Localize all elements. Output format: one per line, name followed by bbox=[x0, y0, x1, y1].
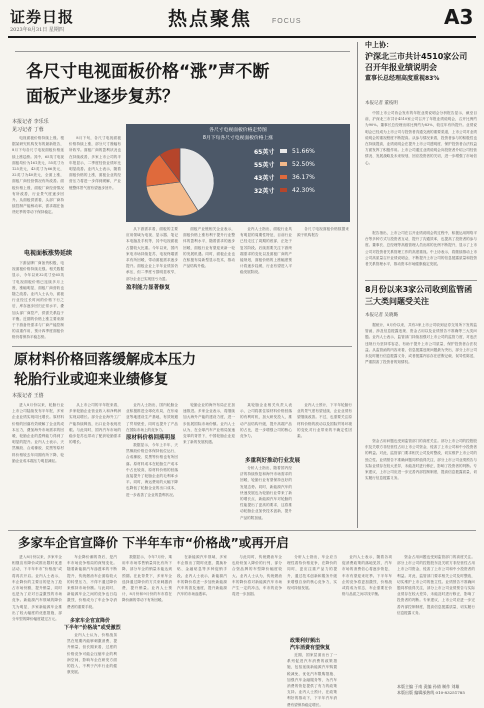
sidebar-byline: 本报记者 董枝明 bbox=[365, 101, 398, 106]
article-3-subhead-2b: 汽车消费有望恢复 bbox=[290, 645, 331, 651]
article-2-column-2: 从上市公司的半年报来看，多家轮胎企业营业收入和净利润实现双增长。部分企业海外工厂产能持续释放，出口业务表现亮眼。与此同时，国内汽车市场的稳步复苏也带动了配套轮胎需求的增长。 bbox=[69, 403, 121, 445]
article-3-headline: 多家车企官宣降价 下半年车市“价格战”或再开启 bbox=[18, 535, 289, 550]
legend-row bbox=[254, 185, 344, 195]
sidebar-rule bbox=[365, 280, 477, 281]
issue-date: 2023年8月31日 星期四 bbox=[10, 27, 64, 33]
legend-label: 43英寸 bbox=[254, 174, 275, 182]
chart-legend bbox=[254, 146, 344, 198]
article-2-column-7: 分析人士指出，随着国内经济的持续恢复和海外市场需求的回暖，轮胎行业有望保持良好的发展态势。同时，新能源汽车的快速发展也为轮胎行业带来了新的增长点，新能源汽车对轮胎的性能提出了更高的要求，这将推动轮胎企业加快技术创新，提升产品的附加值。 bbox=[240, 466, 292, 520]
sidebar-body-1: 中国上市公司协会发布的年报业绩说明会分析报告显示，截至目前，沪深北三市共计4510家公司召开了年报业绩说明会，召开比例约为90%。董事长总经理出席比例约为83%，较往年有所提升。业绩说明会已经成为上市公司与投资者沟通交流的重要渠道，上市公司对业绩说明会的重视程度不断提高。从参与情况来看，投资者参与的积极性也在持续提高，业绩说明会在提升上市公司透明度、保护投资者合法权益方面发挥了积极作用。上市公司通过业绩说明会向投资者介绍公司经营情况、发展战略及未来规划，回应投资者的关切，进一步增强了市场信心。 bbox=[365, 111, 477, 165]
chart-caption-line-2: 8月下旬各尺寸电视面板价格上涨 bbox=[202, 136, 274, 141]
article-3-column-10: 资金占用问题也受到监管部门的高度关注。部分上市公司的控股股东及关联方非经营性占用上市公司资金，侵害了上市公司和中小投资者的利益。对此，监管部门要求相关公司及时整改，切实维护上市公司的独立性。业绩预告不准确问题同样值得关注，部分上市公司业绩预告与实际业绩存在较大差异，未能及时进行修正，影响了投资者的判断。专家建议，上市公司应进一步完善内部控制制度，提高信息披露质量，切实履行信息披露义务。 bbox=[397, 555, 475, 615]
article-2-column-4: 数据显示，今年上半年，天然橡胶价格总体保持低位运行，合成橡胶、炭黑等价格也有所回落。原材料成本在轮胎生产成本中占比较高，原材料价格的回落直接提升了轮胎企业的毛利率水平。同时，海运费用的大幅下降也降低了轮胎企业的出口成本，进一步改善了企业的盈利状况。 bbox=[126, 443, 178, 497]
legend-swatch bbox=[280, 149, 287, 153]
sidebar-title2-line-1: 8月份以来3家公司收到监管函 bbox=[365, 285, 473, 294]
sidebar-prefix: 中上协： bbox=[365, 41, 393, 49]
article-3 bbox=[0, 530, 484, 707]
article-3-column-5: 在新能源汽车领域，多家车企推出了限时优惠、置换补贴、金融贴息等多种促销手段。业内人士表示，新能源汽车的降价将进一步加快新能源汽车的普及速度，提升新能源汽车的市场渗透率。 bbox=[177, 555, 227, 597]
article-3-column-2: 车企降价潮的背后，是汽车市场竞争格局的深刻变化。随着新能源汽车渗透率的不断提升，传统燃油车企面临较大的转型压力，不得不通过降价来维持市场份额。与此同时，新能源车企之间的竞争也日趋激烈，价格成为了车企争夺消费者的重要手段。 bbox=[67, 555, 117, 609]
article-2-column-1: 进入8月份以来，轮胎行业上市公司陆续发布半年报，多家企业业绩实现同比增长。原材料价格的回落有效缓解了企业的成本压力，叠加海外市场需求的回暖，轮胎企业的盈利能力得到了明显的提升。业内人士表示，天然橡胶、合成橡胶、炭黑等原材料价格较去年同期有所下降，轮胎企业成本端压力明显减轻。 bbox=[12, 403, 64, 463]
legend-swatch bbox=[280, 188, 287, 192]
article-1-signature: 本报记者 李乐乐 见习记者 丁蓉 bbox=[12, 119, 49, 133]
article-2-column-3: 业内人士指出，国内轮胎企业积极推进全球化布局，在东南亚等地建设生产基地，有效规避了贸易壁垒，同时也提升了产品在国际市场上的竞争力。 bbox=[126, 403, 178, 432]
legend-row bbox=[254, 172, 344, 182]
article-1-column-4: 从下游需求看，面板的主要应用领域为电视、显示器、笔记本电脑及手机等，其中电视面板占据较大比重。今年以来，国内家电市场持续复苏，电视终端需求有所回暖，带动面板需求逐步提升。面板企业上半年业绩虽仍承压，但二季度亏损明显收窄，部分企业已实现扭亏为盈。 bbox=[126, 227, 178, 281]
article-1-chart-note: 各尺寸电视面板价格数据来源于机构报告 bbox=[297, 227, 349, 238]
article-3-column-9: 业内人士表示，随着各项促消费政策的落地见效，汽车市场的消费信心将逐步恢复，车市有望迎来旺季。下半年车企的竞争将更加激烈，价格战或将成为常态，车企需要在价格与品质之间寻找平衡。 bbox=[342, 555, 392, 597]
article-1-headline-line-1: 各尺寸电视面板价格“涨”声不断 bbox=[26, 62, 270, 82]
article-2-top-rule bbox=[12, 346, 352, 347]
article-3-column-8: 近期，国家层面出台了一系列促进汽车消费的政策措施，包括延续新能源汽车购置税减免、优化汽车限购措施、加强汽车金融服务等，为汽车消费的恢复提供了有力的政策支持。业内人士预计，在政策利好的推动下，下半年汽车消费有望保持稳定增长。 bbox=[287, 653, 337, 707]
article-2-headline-line-2: 轮胎行业或迎来业绩修复 bbox=[14, 372, 168, 388]
article-1-column-1: 电视面板价格持续上涨。根据某研究机构发布的最新报告，8月下旬各尺寸电视面板价格延续上涨趋势。其中，65英寸电视面板均价为161美元，55英寸为125美元，43英寸为66美元，32英寸为40美元，全面上涨，面板厂商经营情况有所改善。面板价格上涨，面板厂商经营情况有所改善，行业景气度逐步回升。从面板供需看，头部厂商持续控制产能稼动率，需求端在备货旺季的带动下保持稳定。 bbox=[12, 136, 64, 215]
legend-value: 36.17% bbox=[292, 173, 315, 181]
article-1-column-5: 面板产业链相关企业表示，面板价格上涨有利于提升行业整体的盈利水平，随着需求的逐步回暖，面板行业有望迎来新一轮的发展机遇。同时，面板企业也在积极布局新型显示技术，推动产品结构升级。 bbox=[183, 227, 235, 269]
article-1-headline-line-2: 面板产业逐步复苏？ bbox=[26, 87, 179, 107]
legend-swatch bbox=[280, 175, 287, 179]
article-3-subhead-2: 政策利好频出 bbox=[290, 638, 321, 644]
sidebar-body-4: 资金占用问题也受到监管部门的高度关注。部分上市公司的控股股东及关联方非经营性占用上市公司资金，侵害了上市公司和中小投资者的利益。对此，监管部门要求相关公司及时整改，切实维护上市公司的独立性。业绩预告不准确问题同样值得关注，部分上市公司业绩预告与实际业绩存在较大差异，未能及时进行修正，影响了投资者的判断。专家建议，上市公司应进一步完善内部控制制度，提高信息披露质量，切实履行信息披露义务。 bbox=[365, 439, 477, 481]
article-3-column-7: 分析人士指出，车企应当理性看待价格竞争，在降价的同时，更应注重产品力的提升，通过技术创新和服务升级来增强自身的核心竞争力，实现可持续发展。 bbox=[287, 555, 337, 591]
article-2-column-8: 业内人士预计，下半年轮胎行业的景气度有望延续，企业业绩有望继续改善。不过，也需要关注原材料价格的波动以及国际贸易环境的变化对行业带来的不确定性因素。 bbox=[297, 403, 352, 439]
sidebar-title-line-2: 召开年报业绩说明会 bbox=[365, 63, 437, 72]
article-2 bbox=[0, 340, 355, 528]
sidebar-title-line-1: 沪深北三市共计4510家公司 bbox=[365, 52, 468, 61]
pie-chart bbox=[140, 142, 220, 222]
legend-label: 65英寸 bbox=[254, 148, 275, 156]
sidebar-body-3: 据统计，8月份以来，共有3家上市公司收到证券交易所下发的监管函，涉及信息披露违规、资金占用以及业绩预告不准确等三大类问题。业内人士表示，监管部门持续加强对上市公司的监管力度，对违法违规行为坚持零容忍，有助于提升上市公司质量，保护投资者合法权益。从监管函的内容来看，信息披露违规问题最为突出，部分上市公司未及时履行信息披露义务，或者披露内容存在虚假记载、误导性陈述，严重损害了投资者的知情权。 bbox=[365, 323, 477, 365]
article-1 bbox=[0, 38, 355, 340]
article-1-subhead-2: 盈利能力显著修复 bbox=[126, 283, 178, 293]
article-2-column-5: 轮胎企业的海外布局正在加速推进。多家企业表示，将继续加大海外产能的建设力度，进一步拓展国际市场份额。业内人士认为，在全球汽车产业格局加速变革的背景下，中国轮胎企业迎来了新的发展机遇。 bbox=[183, 403, 235, 445]
footer-credits-1: 本版主编 于南 责编 孙倩 制作 刘雄 bbox=[397, 684, 460, 689]
article-1-subhead-1: 电视面板涨势延续 bbox=[24, 250, 73, 257]
legend-row bbox=[254, 146, 344, 156]
chart-caption-line-1: 各尺寸电视面板价格走势图 bbox=[209, 128, 267, 133]
article-2-subhead-2: 多重利好推动行业发展 bbox=[245, 458, 301, 464]
section-title: 热点聚焦 bbox=[168, 8, 253, 30]
article-2-column-6: 某轮胎企业相关负责人表示，公司将抓住原材料价格回落的有利时机，加大研发投入，推动产品结构升级，提升高端产品的占比，进一步增强公司的核心竞争力。 bbox=[240, 403, 292, 439]
article-2-signature: 本报记者 王僖 bbox=[12, 393, 44, 399]
article-3-subhead-1: 多家车企官宣降价 bbox=[70, 618, 111, 624]
legend-value: 51.66% bbox=[292, 147, 315, 155]
article-2-subhead-1: 原材料价格回落明显 bbox=[126, 435, 176, 441]
legend-value: 52.50% bbox=[292, 160, 315, 168]
legend-label: 32英寸 bbox=[254, 187, 275, 195]
article-3-column-4: 数据显示，今年7月份，乘用车市场零售销量同比有所下降，部分车企的销量未能达到预期。在此背景下，多家车企选择通过降价的方式来刺激消费，提升销量。业内人士预计，8月份和9月份的车市将在降价潮的带动下有所回暖。 bbox=[122, 555, 172, 603]
chart-panel bbox=[126, 124, 350, 222]
article-1-column-6: 业内人士指出，面板行业具有明显的周期性特征，目前行业已经走过了周期的底部，正处于复苏阶段。后续需要关注下游终端需求的变化以及面板厂商的产能规划，面板价格的上涨幅度预计将逐步趋缓，行业有望进入平稳发展阶段。 bbox=[240, 227, 292, 275]
legend-row bbox=[254, 159, 344, 169]
legend-value: 42.30% bbox=[292, 186, 315, 194]
sidebar-title2-line-2: 三大类问题受关注 bbox=[365, 297, 429, 306]
legend-label: 55英寸 bbox=[254, 161, 275, 169]
article-3-column-1: 进入8月份以来，多家车企相继宣布降价或推出限时优惠活动，下半年车市“价格战”或将再次开启。业内人士表示，车企降价的主要目的是为了抢占市场份额，提升销量，同时也是为了应对日益激烈的市场竞争。新能源汽车领域的降价尤为明显，多家新能源车企推出了较大幅度的优惠措施，部分车型的降价幅度超过万元。 bbox=[12, 555, 62, 622]
sidebar-title-line-3: 董事长总经理高度重视83% bbox=[365, 75, 440, 82]
article-3-column-6: 与此同时，传统燃油车企也纷纷加入降价的行列，部分合资品牌的车型降价幅度较大。业内人士认为，传统燃油车的降价将对新能源汽车市场产生一定的冲击，车市的竞争将进一步加剧。 bbox=[232, 555, 282, 597]
article-1-column-3: 8月下旬，各尺寸电视面板价格持续上涨，部分尺寸涨幅有所收窄。面板厂商的盈利状况也在持续改善，多家上市公司的半年报显示，二季度经营业绩环比明显改善。业内人士表示，随着面板价格的上涨，面板企业的经营压力将进一步得到缓解，产业链整体景气度有望逐步回升。 bbox=[69, 136, 121, 190]
legend-swatch bbox=[280, 162, 287, 166]
sidebar-byline-2: 本报记者 吴晓璐 bbox=[365, 313, 398, 318]
article-3-column-3: 业内人士认为，价格战虽然在短期内能够刺激消费，提升销量，但长期来看，过度的价格竞争可能会压缩车企的利润空间，影响车企在研发方面的投入，不利于汽车行业的健康发展。 bbox=[67, 633, 117, 675]
article-1-top-rule bbox=[15, 51, 350, 52]
article-2-headline-line-1: 原材料价格回落缓解成本压力 bbox=[14, 352, 196, 368]
newspaper-logo: 证券日报 bbox=[10, 8, 75, 26]
sidebar bbox=[361, 40, 479, 535]
sidebar-body-2: 报告指出，上市公司在召开业绩说明会的过程中，积极运用网络平台等多种方式与投资者互动，提升了沟通效率，也提高了投资者的参与度。董事长、总经理等高级管理人员出席的比例不断提升，显示了上市公司对投资者关系管理工作的高度重视。中上协表示，将继续推动上市公司高质量召开业绩说明会，不断提升上市公司的信息披露质量和投资者关系管理水平，推动资本市场健康稳定发展。 bbox=[365, 231, 477, 267]
section-subtitle: FOCUS bbox=[272, 18, 302, 25]
sidebar-divider bbox=[357, 42, 358, 528]
article-1-column-2: 下游品牌厂商备货积极，电视面板价格持续走强。相关数据显示，今年以来32英寸至65英寸电视面板价格已连续多月上涨，涨幅明显，面板厂商营收也随之改善。业内人士认为，面板行业经过长时间的价格下行之后，库存逐步回归正常水平，叠加头部厂商控产，供需关系趋于平衡。近期的价格上涨主要来源于下游备货需求与厂商产能控制的双重作用，预计四季度面板价格仍将保持平稳态势。 bbox=[12, 261, 64, 340]
page-number: A3 bbox=[444, 5, 474, 29]
footer-credits-2: 本版出版 编辑部热线 010-83251785 bbox=[397, 690, 465, 695]
article-3-subhead-1b: 下半年“价格战”或受激烈 bbox=[64, 625, 121, 631]
